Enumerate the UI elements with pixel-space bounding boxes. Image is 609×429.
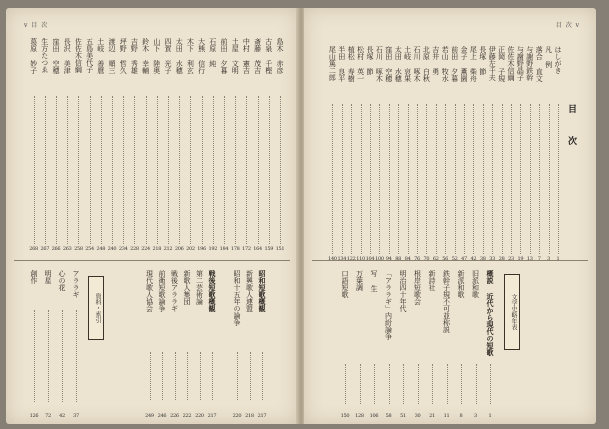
toc-entry-title: 半田 良平	[337, 46, 346, 82]
toc-leader-dots	[351, 104, 352, 254]
toc-leader-dots	[464, 104, 465, 254]
toc-leader-dots	[345, 364, 346, 404]
toc-leader-dots	[62, 310, 63, 402]
toc-leader-dots	[78, 96, 79, 244]
toc-page-number: 268	[29, 246, 38, 252]
toc-leader-dots	[490, 364, 491, 404]
toc-page-number: 164	[253, 246, 262, 252]
toc-leader-dots	[455, 104, 456, 254]
toc-entry-title: 尾山篤二郎	[328, 46, 337, 81]
toc-page-number: 13	[526, 256, 533, 262]
toc-leader-dots	[76, 310, 77, 402]
toc-page-number: 1	[556, 256, 560, 262]
toc-leader-dots	[112, 96, 113, 244]
toc-page-number: 226	[170, 413, 179, 419]
toc-leader-dots	[157, 96, 158, 244]
toc-leader-dots	[476, 364, 477, 404]
toc-leader-dots	[539, 104, 540, 254]
toc-entry-title: 新詩社	[428, 270, 436, 291]
toc-entry-title: 坪野 哲久	[119, 38, 128, 74]
toc-entry-title: 長塚 節	[366, 46, 374, 75]
toc-page-number: 246	[157, 413, 167, 419]
toc-entry-title: 前衛短歌論争	[158, 270, 166, 312]
toc-page-number: 249	[145, 413, 154, 419]
toc-page-number: 58	[385, 413, 392, 419]
toc-page-number: 30	[414, 413, 421, 419]
toc-entry-title: 伊藤左千夫	[488, 46, 497, 81]
toc-entry-title: 落合 直文	[535, 46, 544, 82]
toc-leader-dots	[436, 104, 437, 254]
toc-leader-dots	[187, 352, 188, 400]
toc-entry-title: 山下 陸奥	[152, 38, 161, 74]
toc-entry-title: 松村 英一	[356, 46, 365, 82]
right-page	[304, 8, 596, 424]
toc-leader-dots	[370, 104, 371, 254]
toc-entry-title: 古泉 千樫	[264, 38, 273, 74]
toc-leader-dots	[90, 96, 91, 244]
toc-entry-title: 写 生	[370, 270, 378, 292]
toc-entry-title: 心の花	[58, 270, 66, 291]
toc-entry-title: 第二芸術論	[195, 270, 204, 305]
toc-page-number: 51	[400, 413, 406, 419]
toc-leader-dots	[224, 96, 225, 244]
toc-entry-title: 明星	[44, 270, 52, 284]
left-page	[6, 8, 298, 424]
toc-page-number: 217	[207, 413, 217, 419]
toc-page-number: 222	[182, 413, 192, 419]
toc-entry-title: 長塚 節	[478, 46, 487, 75]
toc-leader-dots	[162, 352, 163, 400]
toc-leader-dots	[34, 96, 35, 244]
toc-page-number: 33	[489, 256, 496, 262]
toc-entry-title: 佐佐木信綱	[74, 38, 83, 73]
toc-page-number: 100	[375, 256, 384, 262]
toc-entry-title: 現代歌人協会	[145, 270, 154, 312]
toc-leader-dots	[150, 352, 151, 400]
toc-page-number: 234	[118, 246, 128, 252]
toc-leader-dots	[202, 96, 203, 244]
left-running-head: v 目 次	[24, 22, 49, 29]
toc-leader-dots	[379, 104, 380, 254]
toc-entry-title: 生方たつゑ	[40, 38, 49, 73]
toc-entry-title: 石原 純	[208, 38, 217, 67]
toc-leader-dots	[179, 96, 180, 244]
toc-entry-title: 長沢 美津	[63, 38, 72, 74]
toc-entry-title: 前田 夕暮	[220, 38, 228, 74]
toc-leader-dots	[146, 96, 147, 244]
toc-leader-dots	[461, 364, 462, 404]
toc-leader-dots	[342, 104, 343, 254]
toc-page-number: 128	[355, 413, 364, 419]
toc-entry-title: 四賀 光子	[164, 38, 172, 74]
toc-leader-dots	[558, 104, 559, 254]
toc-entry-title: 鈴木 幸輔	[141, 38, 150, 74]
toc-entry-title: 植松 寿樹	[347, 46, 356, 82]
toc-page-number: 196	[197, 246, 206, 252]
toc-page-number: 258	[74, 246, 83, 252]
toc-page-number: 3	[474, 413, 477, 419]
toc-entry-title: 石川 啄木	[375, 46, 384, 82]
toc-leader-dots	[530, 104, 531, 254]
toc-entry-title: 島木 赤彦	[276, 38, 284, 74]
toc-leader-dots	[168, 96, 169, 244]
toc-page-number: 11	[443, 413, 450, 419]
toc-leader-dots	[511, 104, 512, 254]
toc-entry-title: 口語短歌	[341, 270, 349, 298]
toc-entry-title: 石川 啄木	[413, 46, 421, 82]
toc-page-number: 70	[423, 256, 430, 262]
toc-leader-dots	[520, 104, 521, 254]
toc-leader-dots	[447, 364, 448, 404]
toc-page-number: 192	[208, 246, 218, 252]
toc-title: 目 次	[566, 104, 576, 156]
toc-page-number: 62	[432, 256, 439, 262]
toc-entry-title: 創作	[30, 270, 38, 284]
toc-leader-dots	[374, 364, 375, 404]
toc-page-number: 151	[275, 246, 285, 252]
toc-page-number: 28	[498, 256, 505, 262]
toc-leader-dots	[332, 104, 333, 254]
toc-page-number: 134	[337, 256, 347, 262]
toc-entry-title: 概説 近代から現代の短歌	[486, 270, 495, 356]
toc-leader-dots	[408, 104, 409, 254]
toc-leader-dots	[389, 364, 390, 404]
toc-page-number: 21	[429, 413, 435, 419]
toc-page-number: 110	[356, 256, 365, 262]
left-page-divider	[14, 260, 290, 261]
toc-leader-dots	[445, 104, 446, 254]
toc-entry-title: 北原 白秋	[422, 46, 431, 82]
toc-page-number: 212	[163, 246, 173, 252]
toc-page-number: 94	[385, 256, 392, 262]
toc-leader-dots	[269, 96, 270, 244]
toc-leader-dots	[134, 96, 135, 244]
toc-entry-title: 佐佐木信綱	[507, 46, 515, 81]
toc-page-number: 240	[107, 246, 117, 252]
toc-leader-dots	[56, 96, 57, 244]
toc-entry-title: 太田 水穂	[394, 46, 403, 82]
toc-entry-title: 正岡 子規	[497, 46, 506, 82]
toc-page-number: 267	[40, 246, 50, 252]
toc-leader-dots	[235, 96, 236, 244]
toc-page-number: 42	[59, 413, 65, 419]
toc-leader-dots	[473, 104, 474, 254]
toc-entry-title: 明治四十年代	[399, 270, 407, 312]
toc-entry-title: 根岸短歌会	[413, 270, 422, 305]
toc-entry-title: 「アララギ」内紛論争	[384, 270, 393, 340]
toc-page-number: 159	[264, 246, 274, 252]
toc-entry-title: 前田 夕暮	[450, 46, 459, 82]
toc-entry-title: 窪田 空穂	[384, 46, 393, 82]
chronology-box: 文学史略年表	[504, 274, 520, 350]
toc-entry-title: 新興歌人連盟	[245, 270, 254, 312]
toc-leader-dots	[175, 352, 176, 400]
toc-entry-title: 若山 牧水	[441, 46, 450, 82]
toc-page-number: 84	[404, 256, 411, 262]
toc-page-number: 126	[29, 413, 39, 419]
toc-leader-dots	[549, 104, 550, 254]
toc-page-number: 37	[73, 413, 79, 419]
toc-page-number: 104	[365, 256, 375, 262]
toc-page-number: 172	[242, 246, 251, 252]
toc-leader-dots	[237, 352, 238, 400]
toc-page-number: 72	[45, 413, 51, 419]
toc-entry-title: 渡辺 順三	[108, 38, 116, 74]
toc-page-number: 218	[152, 246, 162, 252]
toc-leader-dots	[190, 96, 191, 244]
toc-entry-title: 中村 憲吉	[242, 38, 251, 74]
toc-page-number: 254	[85, 246, 94, 252]
toc-page-number: 106	[369, 413, 379, 419]
toc-entry-title: 吉井 勇	[431, 46, 440, 75]
toc-leader-dots	[34, 310, 35, 402]
toc-page-number: 266	[51, 246, 61, 252]
toc-page-number: 220	[195, 413, 204, 419]
toc-page-number: 47	[461, 256, 467, 262]
toc-page-number: 150	[340, 413, 350, 419]
toc-leader-dots	[432, 364, 433, 404]
toc-leader-dots	[45, 96, 46, 244]
toc-page-number: 218	[245, 413, 254, 419]
toc-page-number: 217	[257, 413, 267, 419]
toc-entry-title: 戦後短歌概観	[208, 270, 217, 312]
toc-leader-dots	[417, 104, 418, 254]
toc-leader-dots	[250, 352, 251, 400]
toc-leader-dots	[262, 352, 263, 400]
toc-entry-title: 土岐 哀果	[403, 46, 412, 82]
toc-entry-title: 斎藤 茂吉	[253, 38, 262, 74]
toc-leader-dots	[258, 96, 259, 244]
toc-leader-dots	[212, 352, 213, 400]
toc-entry-title: 戦後アララギ	[170, 270, 179, 312]
toc-leader-dots	[123, 96, 124, 244]
toc-entry-title: アララギ	[72, 270, 80, 298]
toc-page-number: 52	[451, 256, 458, 262]
toc-entry-title: 鉄幹子規不可並称説	[442, 270, 451, 333]
toc-page-number: 140	[328, 256, 337, 262]
toc-leader-dots	[101, 96, 102, 244]
toc-entry-title: 窪田 空穂	[52, 38, 60, 74]
toc-page-number: 263	[62, 246, 72, 252]
toc-entry-title: 昭和十五年の論争	[233, 270, 241, 326]
toc-leader-dots	[67, 96, 68, 244]
toc-page-number: 248	[96, 246, 106, 252]
toc-leader-dots	[483, 104, 484, 254]
toc-page-number: 7	[537, 256, 541, 262]
toc-entry-title: 吉野 秀雄	[130, 38, 139, 74]
toc-page-number: 220	[232, 413, 242, 419]
toc-page-number: 88	[395, 256, 402, 262]
toc-page-number: 202	[186, 246, 195, 252]
toc-leader-dots	[200, 352, 201, 400]
toc-entry-title: 凡 例	[544, 46, 553, 68]
toc-entry-title: 土屋 文明	[231, 38, 240, 74]
toc-page-number: 228	[130, 246, 139, 252]
toc-entry-title: 葛原 妙子	[29, 38, 38, 74]
toc-page-number: 23	[508, 256, 514, 262]
toc-entry-title: 与謝野鉄幹	[525, 46, 534, 81]
toc-leader-dots	[502, 104, 503, 254]
toc-leader-dots	[246, 96, 247, 244]
toc-entry-title: 土岐 善麿	[96, 38, 105, 74]
toc-entry-title: 金子 薫園	[460, 46, 468, 82]
right-running-head: 目 次 v	[555, 22, 580, 29]
toc-page-number: 224	[141, 246, 150, 252]
toc-leader-dots	[280, 96, 281, 244]
toc-leader-dots	[389, 104, 390, 254]
toc-leader-dots	[418, 364, 419, 404]
toc-entry-title: 五島美代子	[85, 38, 94, 73]
toc-page-number: 8	[459, 413, 463, 419]
toc-entry-title: 大熊 信行	[197, 38, 206, 74]
toc-entry-title: 昭和短歌概観	[258, 270, 267, 312]
toc-entry-title: 新歌人集団	[183, 270, 191, 305]
toc-entry-title: 太田 水穂	[175, 38, 184, 74]
toc-page-number: 42	[470, 256, 477, 262]
toc-leader-dots	[48, 310, 49, 402]
toc-entry-title: 木下 利玄	[186, 38, 195, 74]
toc-page-number: 19	[517, 256, 524, 262]
toc-page-number: 122	[346, 256, 356, 262]
toc-page-number: 3	[547, 256, 551, 262]
toc-page-number: 184	[219, 246, 229, 252]
toc-page-number: 56	[442, 256, 449, 262]
toc-leader-dots	[361, 104, 362, 254]
toc-entry-title: 新派和歌	[457, 270, 465, 298]
toc-entry-title: 与謝野晶子	[516, 46, 525, 81]
toc-entry-title: 尾上 柴舟	[469, 46, 478, 82]
toc-leader-dots	[426, 104, 427, 254]
toc-entry-title: はしがき	[554, 46, 562, 74]
toc-entry-title: 旧派和歌	[471, 270, 480, 298]
toc-entry-title: 万葉調	[355, 270, 364, 291]
toc-leader-dots	[213, 96, 214, 244]
toc-leader-dots	[398, 104, 399, 254]
toc-page-number: 38	[479, 256, 486, 262]
toc-page-number: 1	[488, 413, 492, 419]
toc-page-number: 206	[174, 246, 184, 252]
toc-page-number: 76	[414, 256, 420, 262]
toc-leader-dots	[360, 364, 361, 404]
toc-page-number: 178	[230, 246, 240, 252]
appendix-box: 資料・索引	[88, 276, 104, 340]
toc-leader-dots	[403, 364, 404, 404]
toc-leader-dots	[492, 104, 493, 254]
